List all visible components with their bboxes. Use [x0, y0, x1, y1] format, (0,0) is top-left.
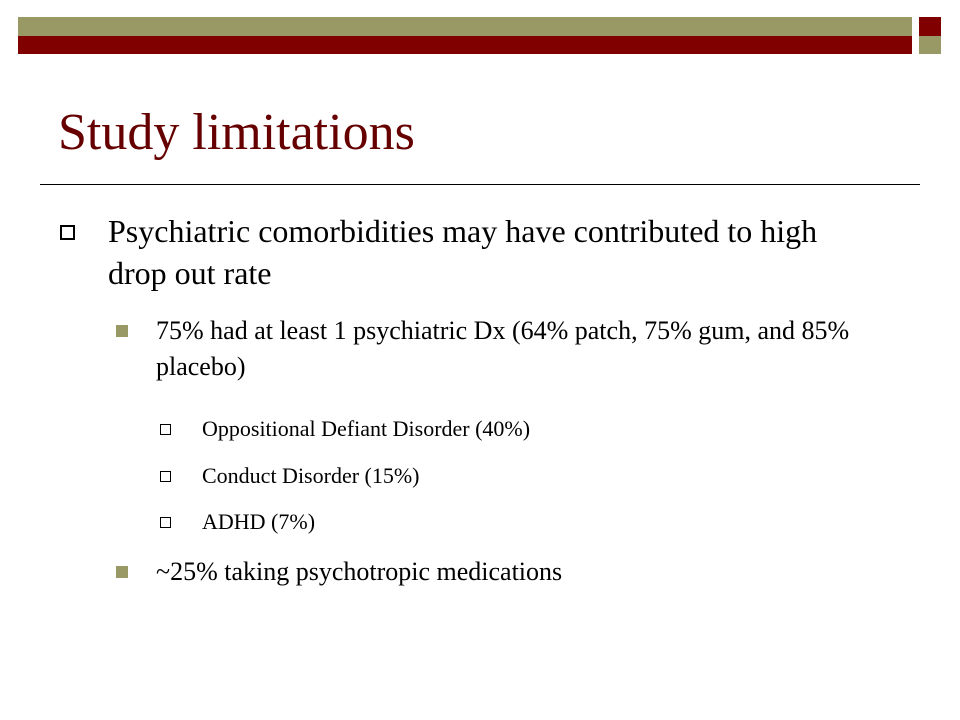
slide-title: Study limitations — [58, 104, 415, 161]
hollow-square-bullet-icon — [60, 225, 75, 240]
bullet-level2 — [116, 554, 876, 590]
bullet-text: Psychiatric comorbidities may have contributed to high drop out rate — [108, 213, 818, 291]
bullet-level1 — [60, 210, 850, 294]
bullet-level3 — [160, 414, 530, 444]
bullet-text: Oppositional Defiant Disorder (40%) — [202, 416, 531, 441]
bullet-level3 — [160, 461, 420, 491]
corner-olive-block — [919, 36, 941, 54]
top-decorative-bar — [0, 0, 960, 62]
hollow-square-bullet-icon — [160, 424, 171, 435]
hollow-square-bullet-icon — [160, 517, 171, 528]
bullet-text: Conduct Disorder (15%) — [202, 463, 420, 488]
bullet-text: 75% had at least 1 psychiatric Dx (64% patch, 75% gum, and 85% placebo) — [156, 316, 850, 381]
title-divider — [40, 184, 920, 185]
bullet-text: ~25% taking psychotropic medications — [156, 557, 563, 586]
corner-maroon-block — [919, 17, 941, 36]
bullet-text: ADHD (7%) — [202, 509, 316, 534]
filled-square-bullet-icon — [116, 325, 128, 337]
bullet-level2 — [116, 313, 876, 385]
olive-stripe — [18, 17, 912, 36]
hollow-square-bullet-icon — [160, 471, 171, 482]
bullet-level3 — [160, 507, 315, 537]
maroon-stripe — [18, 36, 912, 54]
filled-square-bullet-icon — [116, 566, 128, 578]
